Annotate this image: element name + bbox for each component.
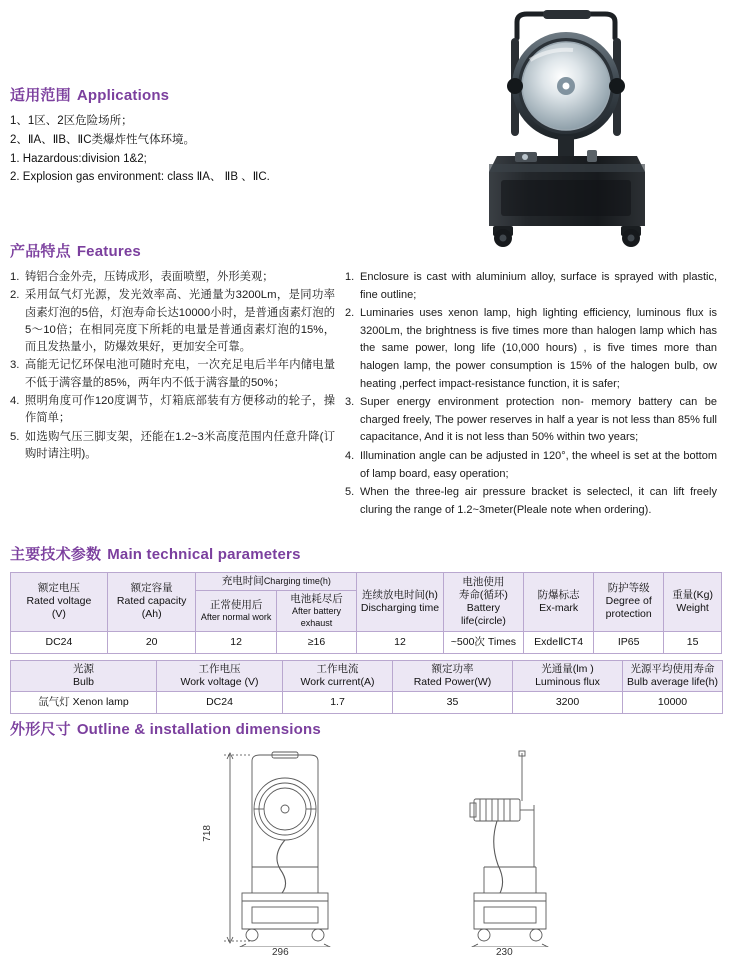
td-weight: 15 <box>664 631 722 653</box>
td-work-voltage: DC24 <box>157 692 283 714</box>
td-battery-life: ~500次 Times <box>443 631 523 653</box>
td-ex-mark: ExdeⅡCT4 <box>524 631 594 653</box>
feature-text-en: Enclosure is cast with aluminium alloy, surface is sprayed with plastic, fine outline; <box>360 271 717 301</box>
feature-text-en: When the three-leg air pressure bracket is selectecl, it can lift freely cluring the range of 1.2~3meter(Pleale note when ordering). <box>360 486 717 516</box>
applications-line-4: 2. Explosion gas environment: class ⅡA、 ⅡB 、ⅡC. <box>10 171 270 184</box>
drawing-side-view <box>440 747 580 958</box>
td-charge-after-exhaust: ≥16 <box>276 631 356 653</box>
outline-title-cn: 外形尺寸 <box>10 721 71 738</box>
td-rated-capacity: 20 <box>107 631 196 653</box>
feature-text-en: Luminaries uses xenon lamp, high lighting efficiency, luminous flux is 3200Lm, the brightness is five times more than halogen lamp which has the same power, long life (10,000 hours) , is five times more than halogen lamp, the power consumption is 15% of the halogen bulb, ow heating ,perfect impact-resistance function, it is safer; <box>360 307 717 390</box>
feature-item-cn: 1. 铸铝合金外壳，压铸成形，表面喷塑，外形美观； <box>10 271 274 283</box>
th-after-battery-exhaust: 电池耗尽后 After battery exhaust <box>276 591 356 632</box>
features-english-column <box>345 269 717 520</box>
feature-item-en: 3. Super energy environment protection non- memory battery can be charged freely, The power reserves in half a year is not less than 85% full capacitance, And it is not less than 50% within two years; <box>345 396 717 444</box>
th-discharging-time: 连续放电时间(h) Discharging time <box>357 573 444 632</box>
feature-item-cn: 2. 采用氙气灯光源，发光效率高、光通量为3200Lm，是同功率卤素灯泡的5倍，灯泡寿命长达10000小时，是普通卤素灯泡的 5～10倍；在相同亮度下所耗的电量是普通卤素灯泡的15%，而且发热量小，防爆效果好，更加安全可靠。 <box>10 289 335 354</box>
features-chinese-column <box>10 269 335 520</box>
applications-section <box>10 84 410 188</box>
table-header-row <box>11 573 722 591</box>
th-weight: 重量(Kg) Weight <box>664 573 722 632</box>
spec-table-2 <box>10 660 723 714</box>
feature-item-cn: 5. 如选购气压三脚支架，还能在1.2~3米高度范围内任意升降(订购时请注明)。 <box>10 430 335 460</box>
technical-title-cn: 主要技术参数 <box>10 546 102 563</box>
table-row <box>11 631 722 653</box>
feature-text-cn: 如选购气压三脚支架，还能在1.2~3米高度范围内任意升降(订购时请注明)。 <box>25 430 335 460</box>
spec-table-1 <box>10 572 722 654</box>
td-bulb: 氙气灯 Xenon lamp <box>11 692 157 714</box>
features-title-en: Features <box>76 243 141 260</box>
features-title-cn: 产品特点 <box>10 243 71 260</box>
feature-item-cn: 3. 高能无记忆环保电池可随时充电，一次充足电后半年内储电量不低于满容量的85%，两年内不低于满容量的50%； <box>10 359 335 389</box>
th-work-current: 工作电流 Work current(A) <box>283 660 393 691</box>
feature-text-cn: 采用氙气灯光源，发光效率高、光通量为3200Lm，是同功率卤素灯泡的5倍，灯泡寿命长达10000小时，是普通卤素灯泡的 5～10倍；在相同亮度下所耗的电量是普通卤素灯泡的15%，而且发热量小，防爆效果好，更加安全可靠。 <box>25 289 335 354</box>
td-discharging-time: 12 <box>357 631 444 653</box>
applications-line-3: 1. Hazardous:division 1&2; <box>10 152 147 165</box>
applications-title-en: Applications <box>76 87 170 104</box>
applications-body <box>10 113 410 187</box>
applications-title <box>10 84 410 105</box>
td-rated-power: 35 <box>393 692 513 714</box>
th-after-normal-work: 正常使用后 After normal work <box>196 591 276 632</box>
td-work-current: 1.7 <box>283 692 393 714</box>
table-header-row <box>11 660 723 691</box>
feature-text-cn: 高能无记忆环保电池可随时充电，一次充足电后半年内储电量不低于满容量的85%，两年内不低于满容量的50%； <box>25 359 335 389</box>
th-battery-life: 电池使用 寿命(循环) Battery life(circle) <box>443 573 523 632</box>
th-rated-voltage: 额定电压 Rated voltage (V) <box>11 573 108 632</box>
td-protection-degree: IP65 <box>594 631 664 653</box>
applications-line-1: 1、1区、2区危险场所； <box>10 115 133 127</box>
feature-text-en: Super energy environment protection non- memory battery can be charged freely, The power reserves in half a year is not less than 85% full capacitance, And it is not less than 50% within two years; <box>360 396 717 444</box>
td-charge-after-normal: 12 <box>196 631 276 653</box>
applications-title-cn: 适用范围 <box>10 87 71 104</box>
technical-title-en: Main technical parameters <box>107 546 301 563</box>
drawing-front-view <box>202 747 360 958</box>
th-charging-time: 充电时间Charging time(h) <box>196 573 357 591</box>
feature-text-en: Illumination angle can be adjusted in 120°, the wheel is set at the bottom of lamp board, easy operation; <box>360 449 717 480</box>
outline-title-en: Outline & installation dimensions <box>76 721 321 738</box>
applications-line-2: 2、ⅡA、ⅡB、ⅡC类爆炸性气体环境。 <box>10 133 196 146</box>
feature-item-en: 2. Luminaries uses xenon lamp, high lighting efficiency, luminous flux is 3200Lm, the brightness is five times more than halogen lamp which has the same power, long life (10,000 hours) , is five times more than halogen lamp, the power consumption is 15% of the halogen bulb, ow heating ,perfect impact-resistance function, it is safer; <box>345 307 717 390</box>
dim-width-left-label: 296 <box>272 947 289 958</box>
th-bulb-average-life: 光源平均使用寿命 Bulb average life(h) <box>623 660 723 691</box>
feature-item-en: 1. Enclosure is cast with aluminium alloy, surface is sprayed with plastic, fine outline; <box>345 271 717 301</box>
technical-title <box>10 543 722 564</box>
outline-dimensions-section <box>10 718 722 969</box>
technical-parameters-section <box>10 543 722 714</box>
outline-drawings <box>10 747 722 969</box>
th-ex-mark: 防爆标志 Ex-mark <box>524 573 594 632</box>
feature-item-cn: 4. 照明角度可作120度调节，灯箱底部装有方便移动的轮子，操作简单； <box>10 394 335 425</box>
product-photo <box>455 4 685 249</box>
table-row <box>11 692 723 714</box>
dim-height-label: 718 <box>202 825 213 842</box>
feature-item-en: 4. Illumination angle can be adjusted in 120°, the wheel is set at the bottom of lamp board, easy operation; <box>345 449 717 480</box>
th-rated-power: 额定功率 Rated Power(W) <box>393 660 513 691</box>
th-protection-degree: 防护等级 Degree of protection <box>594 573 664 632</box>
dim-width-right-label: 230 <box>496 947 513 958</box>
th-rated-capacity: 额定容量 Rated capacity (Ah) <box>107 573 196 632</box>
features-title <box>10 240 722 261</box>
outline-title <box>10 718 722 739</box>
feature-text-cn: 铸铝合金外壳，压铸成形，表面喷塑，外形美观； <box>25 271 274 283</box>
feature-item-en: 5. When the three-leg air pressure bracket is selectecl, it can lift freely cluring the range of 1.2~3meter(Pleale note when ordering). <box>345 486 717 516</box>
td-bulb-average-life: 10000 <box>623 692 723 714</box>
td-luminous-flux: 3200 <box>513 692 623 714</box>
features-section <box>10 240 722 520</box>
th-work-voltage: 工作电压 Work voltage (V) <box>157 660 283 691</box>
th-bulb: 光源 Bulb <box>11 660 157 691</box>
th-luminous-flux: 光通量(lm ) Luminous flux <box>513 660 623 691</box>
feature-text-cn: 照明角度可作120度调节，灯箱底部装有方便移动的轮子，操作简单； <box>25 394 335 425</box>
td-rated-voltage: DC24 <box>11 631 108 653</box>
